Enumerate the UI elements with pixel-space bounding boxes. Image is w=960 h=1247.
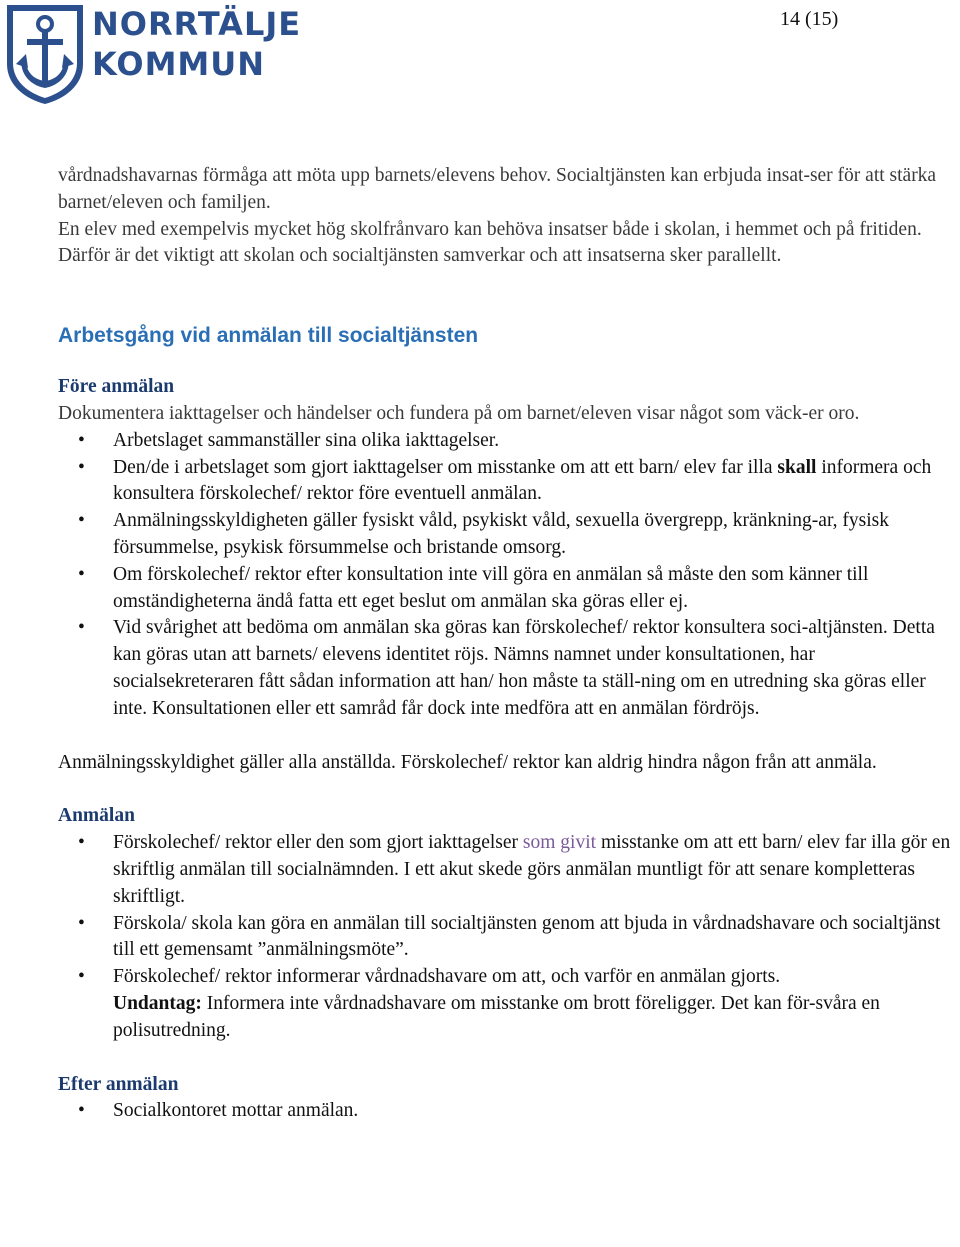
list-item: • Den/de i arbetslaget som gjort iakttagelser om misstanke om att ett barn/ elev far illa skall informera och konsultera förskolechef/ rektor före eventuell anmälan. [78,456,932,505]
efter-anmalan-list [58,1098,954,1125]
exception-label: Undantag: [113,992,202,1014]
fore-anmalan-heading: Före anmälan [58,376,175,398]
list-item: • Vid svårighet att bedöma om anmälan ska göras kan förskolechef/ rektor konsultera soci-altjänsten. Detta kan göras utan att barnets/ elevens identitet röjs. Nämns namnet under konsultationen, har socialsekreteraren fått sådan information att han/ hon måste ta ställ-ning om en utredning ska göras eller inte. Konsultationen eller ett samråd får dock inte medföra att en anmälan fördröjs. [78,617,935,719]
logo-text-line1: NORRTÄLJE [92,5,302,43]
reporting-duty-note: Anmälningsskyldighet gäller alla anställda. Förskolechef/ rektor kan aldrig hindra någon från att anmäla. [58,751,877,773]
emphasis-skall: skall [777,456,817,478]
list-item: • Anmälningsskyldigheten gäller fysiskt våld, psykiskt våld, sexuella övergrepp, kränkning-ar, fysisk försummelse, psykisk försummelse och bristande omsorg. [78,510,890,558]
logo-text-line2: KOMMUN [92,45,266,83]
page-number: 14 (15) [780,8,839,30]
list-item: • Förskola/ skola kan göra en anmälan till socialtjänsten genom att bjuda in vårdnadshavare och socialtjänst till ett gemensamt ”anmälningsmöte”. [78,912,941,961]
intro-paragraph-1: vårdnadshavarnas förmåga att möta upp barnets/elevens behov. Socialtjänsten kan erbjuda insat-ser för att stärka barnet/eleven och familjen. [58,165,937,213]
bullet-icon: • [78,429,85,451]
bullet-icon: • [78,1100,85,1122]
municipality-logo [0,0,302,110]
bullet-icon: • [78,966,85,988]
highlighted-text: som givit [522,832,597,854]
intro-paragraph-2: En elev med exempelvis mycket hög skolfrånvaro kan behöva insatser både i skolan, i hemmet och på fritiden. Därför är det viktigt att skolan och socialtjänsten samverkar och att insatserna sker parallellt. [58,218,922,267]
list-item: • Om förskolechef/ rektor efter konsultation inte vill göra en anmälan så måste den som känner till omständigheterna ändå fatta ett eget beslut om anmälan ska göras eller ej. [78,563,869,612]
list-item: • Arbetslaget sammanställer sina olika iakttagelser. [58,428,954,455]
coat-of-arms-icon [4,2,86,106]
list-item: • Socialkontoret mottar anmälan. [58,1098,954,1125]
bullet-icon: • [78,617,85,639]
bullet-icon: • [78,563,85,585]
bullet-icon: • [78,832,85,854]
document-body [58,163,954,1125]
bullet-icon: • [78,912,85,934]
anmalan-list [58,830,954,1044]
list-item: • Förskolechef/ rektor eller den som gjort iakttagelser som givit misstanke om att ett barn/ elev far illa gör en skriftlig anmälan till socialnämnden. I ett akut skede görs anmälan muntligt för att senare kompletteras skriftligt. [78,832,951,907]
bullet-icon: • [78,456,85,478]
section-heading: Arbetsgång vid anmälan till socialtjänsten [58,324,479,348]
fore-anmalan-list [58,428,954,723]
list-item: • Förskolechef/ rektor informerar vårdnadshavare om att, och varför en anmälan gjorts. Undantag: Informera inte vårdnadshavare om misstanke om brott föreligger. Det kan för-svåra en polisutredning. [78,966,880,1041]
fore-anmalan-intro: Dokumentera iakttagelser och händelser och fundera på om barnet/eleven visar något som väck-er oro. [58,402,860,424]
efter-anmalan-heading: Efter anmälan [58,1073,179,1095]
anmalan-heading: Anmälan [58,805,135,827]
bullet-icon: • [78,510,85,532]
